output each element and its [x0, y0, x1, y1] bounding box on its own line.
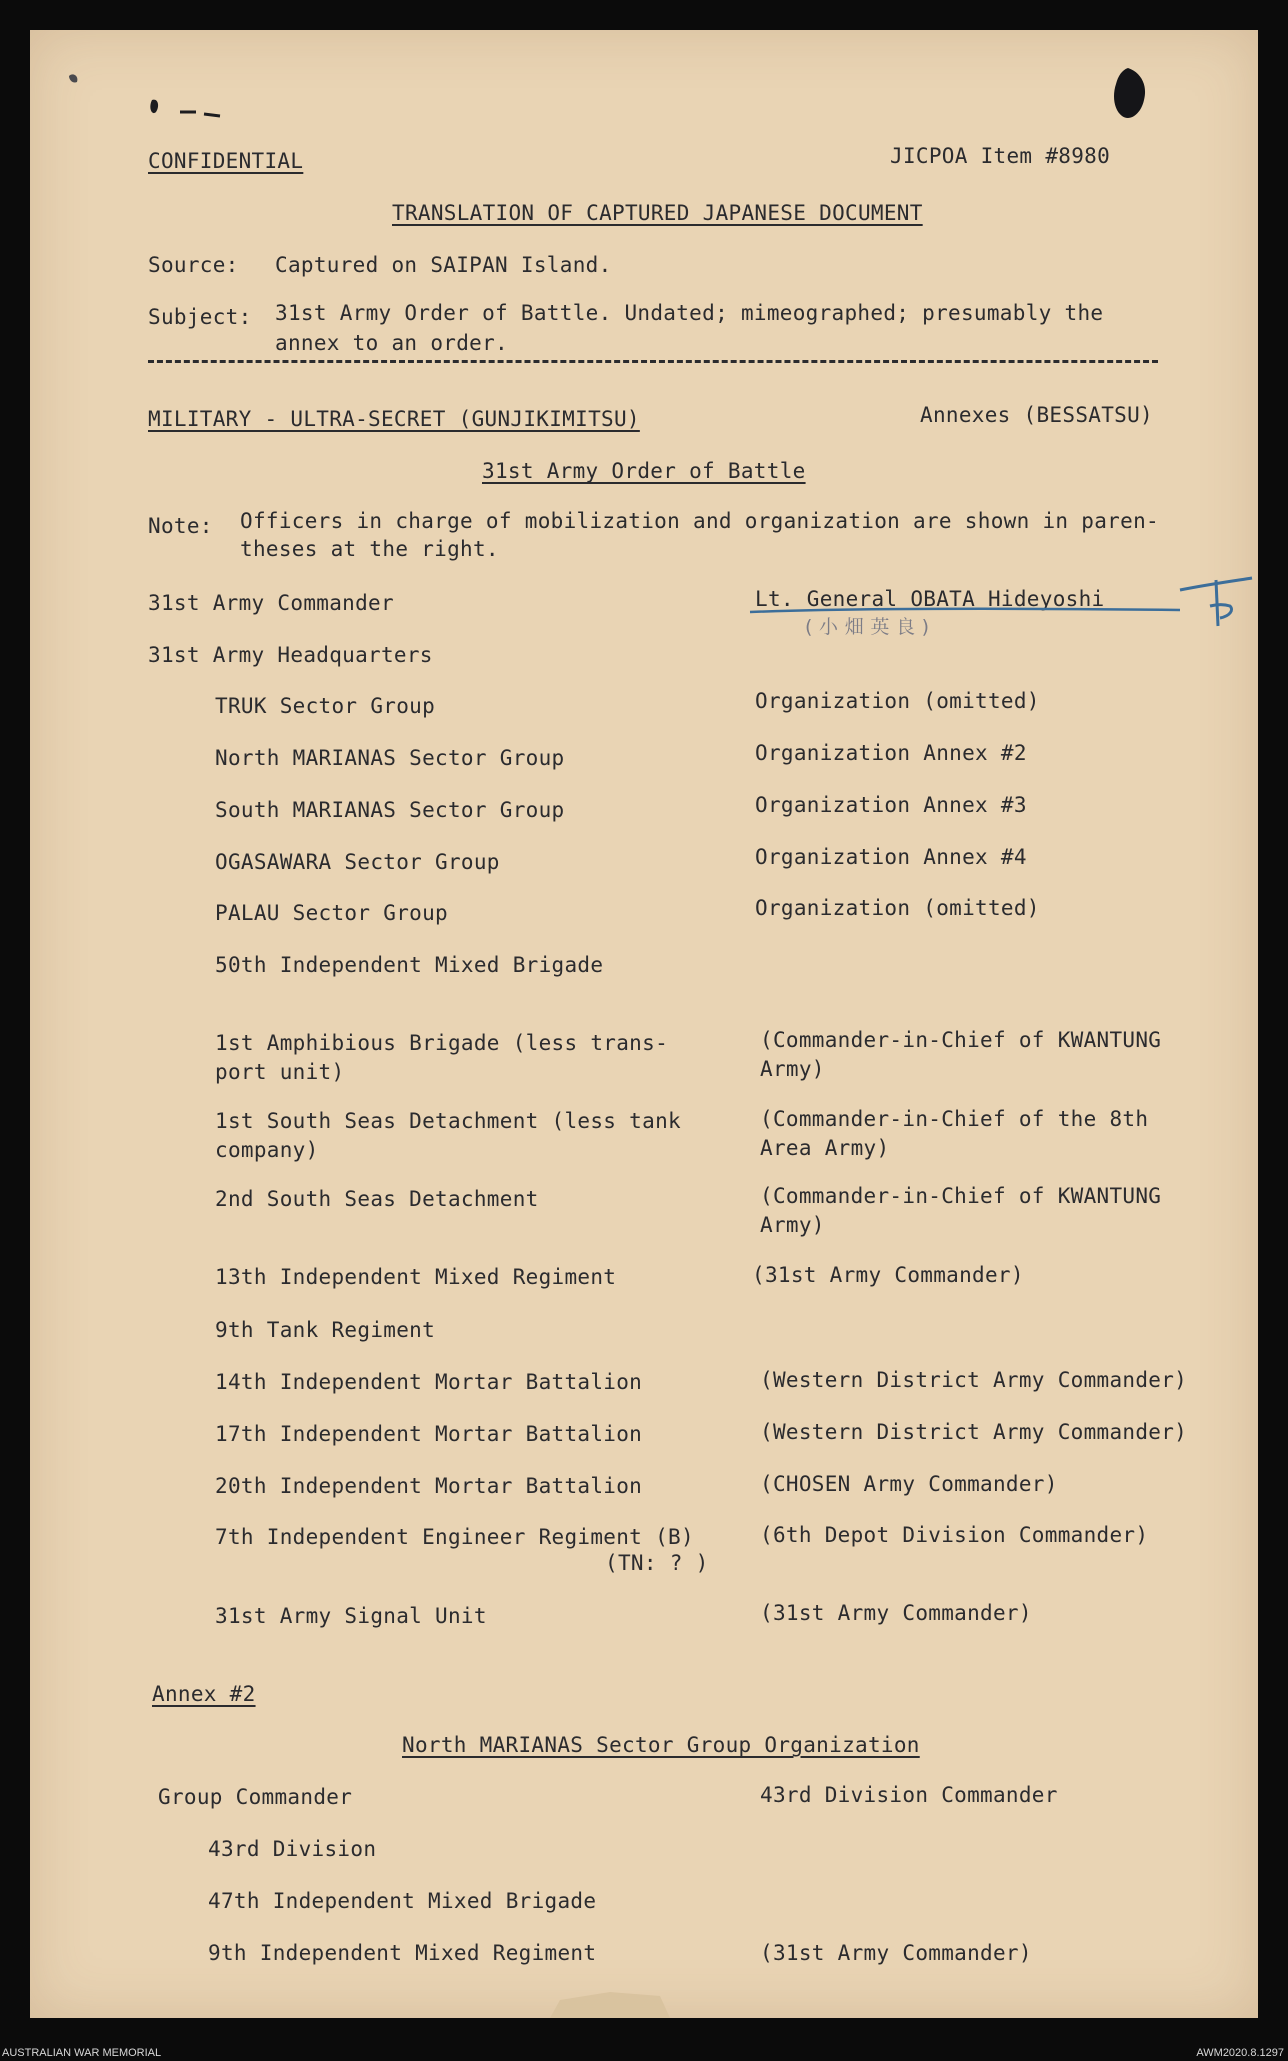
unit-name: North MARIANAS Sector Group [215, 746, 565, 770]
unit-right: (Western District Army Commander) [760, 1368, 1188, 1392]
unit-right: Area Army) [760, 1136, 890, 1160]
unit-name: 2nd South Seas Detachment [215, 1187, 539, 1211]
annex-row-right: (31st Army Commander) [760, 1941, 1032, 1965]
group-commander-value: 43rd Division Commander [760, 1783, 1058, 1807]
unit-name: TRUK Sector Group [215, 694, 436, 718]
unit-right: Organization (omitted) [755, 896, 1040, 920]
ink-speck-icon [140, 90, 260, 130]
unit-right: (Commander-in-Chief of KWANTUNG [760, 1028, 1162, 1052]
unit-name: OGASAWARA Sector Group [215, 850, 500, 874]
annex-label: Annex #2 [152, 1682, 256, 1706]
annex-row-name: 9th Independent Mixed Regiment [208, 1941, 597, 1965]
section-title: 31st Army Order of Battle [482, 459, 806, 483]
unit-name: South MARIANAS Sector Group [215, 798, 565, 822]
group-commander-label: Group Commander [158, 1785, 353, 1809]
unit-name: company) [215, 1138, 319, 1162]
document-page [30, 30, 1258, 2018]
unit-right: Army) [760, 1057, 825, 1081]
unit-name: (TN: ? ) [605, 1551, 709, 1575]
unit-name: port unit) [215, 1060, 345, 1084]
document-title: TRANSLATION OF CAPTURED JAPANESE DOCUMENT [392, 201, 923, 225]
unit-name: 7th Independent Engineer Regiment (B) [215, 1525, 694, 1549]
note-line-1: Officers in charge of mobilization and organization are shown in paren- [240, 509, 1159, 533]
annex-title: North MARIANAS Sector Group Organization [402, 1733, 920, 1757]
unit-name: 9th Tank Regiment [215, 1318, 436, 1342]
unit-name: 14th Independent Mortar Battalion [215, 1370, 643, 1394]
unit-right: Organization Annex #2 [755, 741, 1027, 765]
dashed-divider [148, 360, 1158, 363]
headquarters-label: 31st Army Headquarters [148, 643, 433, 667]
source-value: Captured on SAIPAN Island. [275, 253, 612, 277]
annex-row-name: 43rd Division [208, 1837, 377, 1861]
commander-label: 31st Army Commander [148, 591, 394, 615]
security-marking: MILITARY - ULTRA-SECRET (GUNJIKIMITSU) [148, 407, 640, 431]
unit-name: 20th Independent Mortar Battalion [215, 1474, 643, 1498]
annexes-label: Annexes (BESSATSU) [920, 403, 1153, 427]
unit-name: 1st Amphibious Brigade (less trans- [215, 1031, 669, 1055]
unit-right: (Western District Army Commander) [760, 1420, 1188, 1444]
subject-label: Subject: [148, 305, 252, 329]
item-number: JICPOA Item #8980 [890, 144, 1111, 168]
unit-right: (Commander-in-Chief of the 8th [760, 1107, 1149, 1131]
torn-paper-icon [550, 1978, 670, 2018]
subject-line-2: annex to an order. [275, 331, 508, 355]
note-line-2: theses at the right. [240, 537, 499, 561]
ink-speck-icon [65, 70, 85, 90]
commander-kanji: ( 小 畑 英 良 ) [805, 616, 930, 638]
ink-blot-icon [1110, 66, 1150, 126]
unit-right: (31st Army Commander) [760, 1601, 1032, 1625]
unit-name: 50th Independent Mixed Brigade [215, 953, 604, 977]
note-label: Note: [148, 514, 213, 538]
unit-name: PALAU Sector Group [215, 901, 448, 925]
unit-right: (Commander-in-Chief of KWANTUNG [760, 1184, 1162, 1208]
source-label: Source: [148, 253, 239, 277]
unit-right: (CHOSEN Army Commander) [760, 1472, 1058, 1496]
unit-right: Army) [760, 1213, 825, 1237]
unit-name: 17th Independent Mortar Battalion [215, 1422, 643, 1446]
unit-name: 13th Independent Mixed Regiment [215, 1265, 617, 1289]
unit-name: 1st South Seas Detachment (less tank [215, 1109, 681, 1133]
pen-annotation-icon [740, 550, 1260, 660]
unit-right: Organization Annex #3 [755, 793, 1027, 817]
subject-line-1: 31st Army Order of Battle. Undated; mimeographed; presumably the [275, 301, 1104, 325]
commander-name: Lt. General OBATA Hideyoshi [755, 587, 1105, 611]
unit-right: (31st Army Commander) [752, 1263, 1024, 1287]
footer-source: AUSTRALIAN WAR MEMORIAL [2, 2047, 162, 2059]
unit-right: (6th Depot Division Commander) [760, 1523, 1149, 1547]
unit-right: Organization Annex #4 [755, 845, 1027, 869]
unit-name: 31st Army Signal Unit [215, 1604, 487, 1628]
classification-mark: CONFIDENTIAL [148, 149, 304, 173]
unit-right: Organization (omitted) [755, 689, 1040, 713]
footer-id: AWM2020.8.1297 [1196, 2047, 1284, 2059]
annex-row-name: 47th Independent Mixed Brigade [208, 1889, 597, 1913]
